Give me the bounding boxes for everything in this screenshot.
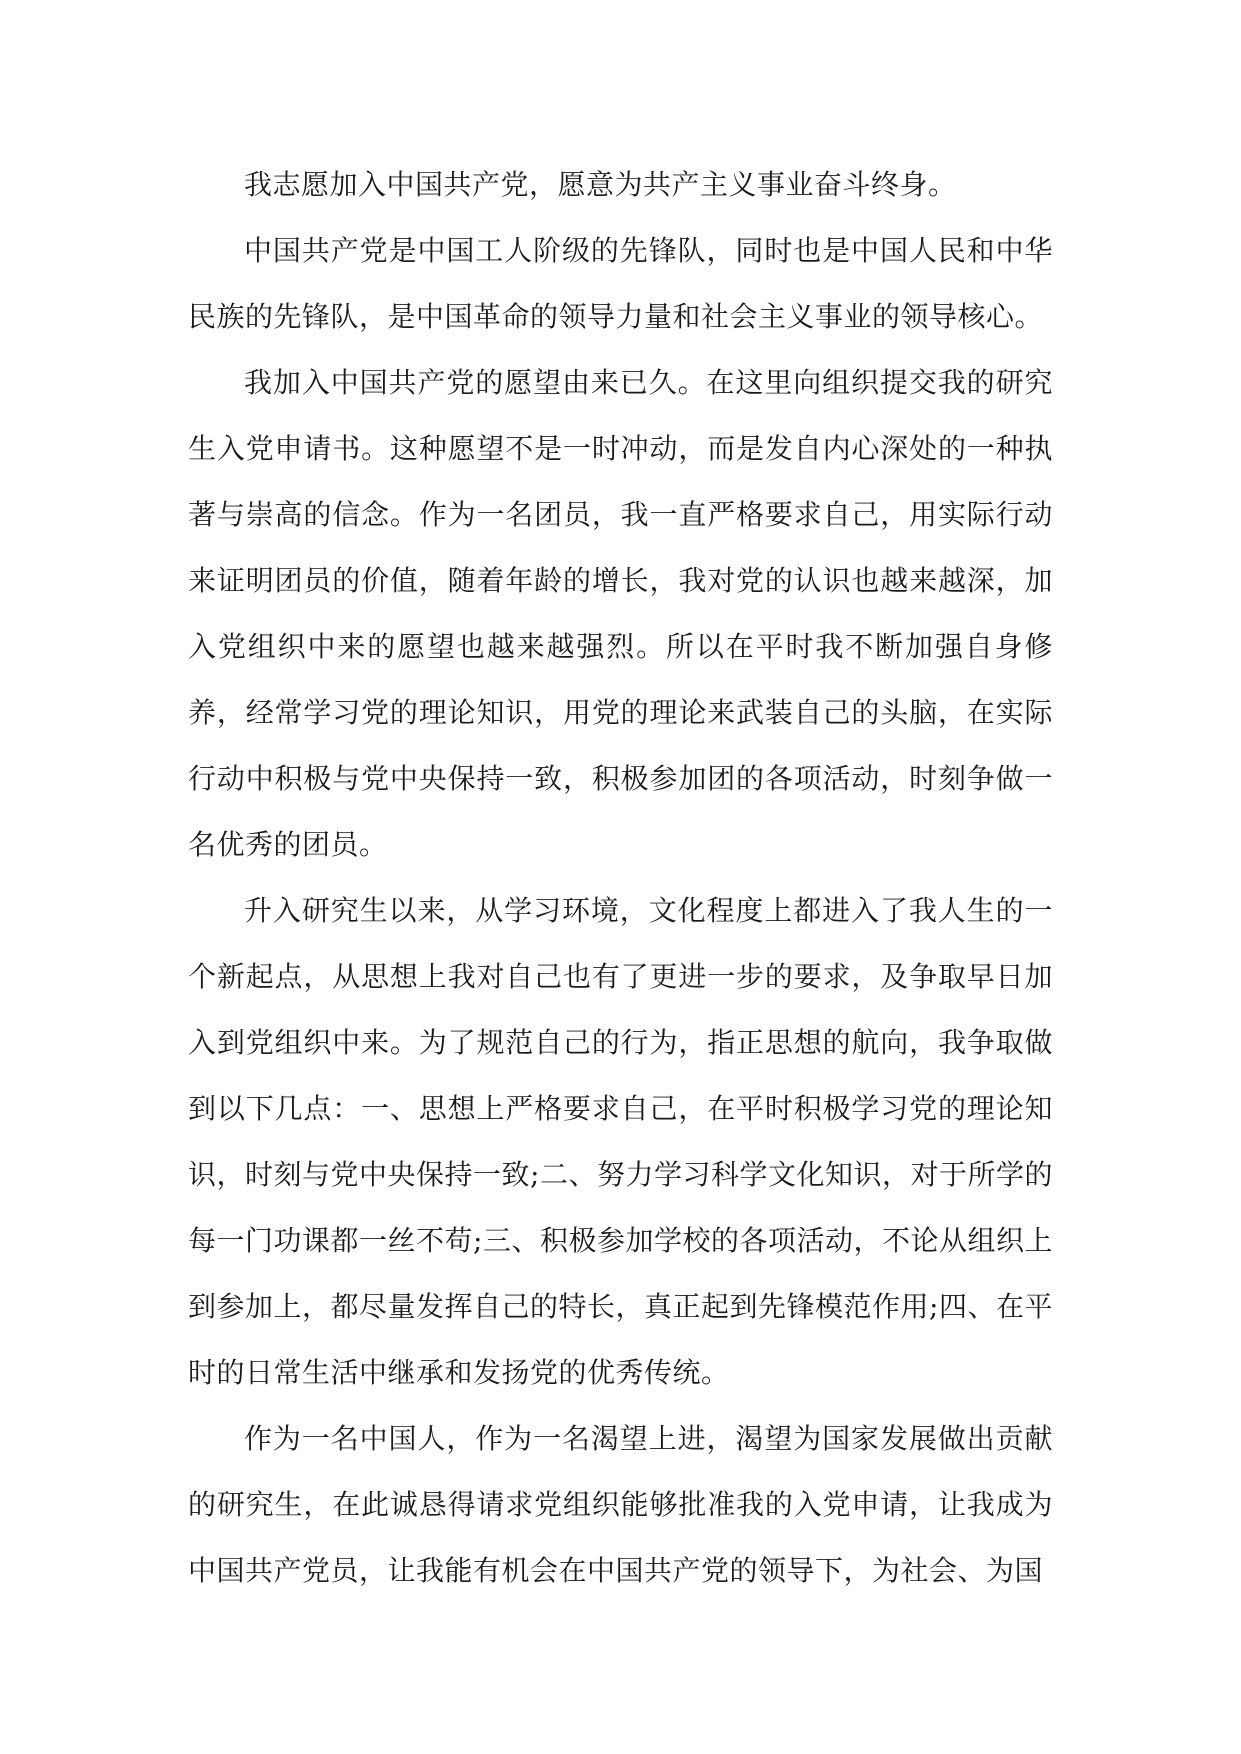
paragraph-2: 中国共产党是中国工人阶级的先锋队，同时也是中国人民和中华民族的先锋队，是中国革命的领导力量和社会主义事业的领导核心。 [188, 234, 1053, 333]
paragraph-3: 我加入中国共产党的愿望由来已久。在这里向组织提交我的研究生入党申请书。这种愿望不是一时冲动，而是发自内心深处的一种执著与崇高的信念。作为一名团员，我一直严格要求自己，用实际行动来证明团员的价值，随着年龄的增长，我对党的认识也越来越深，加入党组织中来的愿望也越来越强烈。所以在平时我不断加强自身修养，经常学习党的理论知识，用党的理论来武装自己的头脑，在实际行动中积极与党中央保持一致，积极参加团的各项活动，时刻争做一名优秀的团员。 [188, 366, 1053, 861]
paragraph-1: 我志愿加入中国共产党，愿意为共产主义事业奋斗终身。 [244, 168, 957, 201]
document-body [188, 152, 1053, 1604]
paragraph-4: 升入研究生以来，从学习环境，文化程度上都进入了我人生的一个新起点，从思想上我对自己也有了更进一步的要求，及争取早日加入到党组织中来。为了规范自己的行为，指正思想的航向，我争取做到以下几点：一、思想上严格要求自己，在平时积极学习党的理论知识，时刻与党中央保持一致;二、努力学习科学文化知识，对于所学的每一门功课都一丝不苟;三、积极参加学校的各项活动，不论从组织上到参加上，都尽量发挥自己的特长，真正起到先锋模范作用;四、在平时的日常生活中继承和发扬党的优秀传统。 [188, 894, 1053, 1389]
paragraph-5: 作为一名中国人，作为一名渴望上进，渴望为国家发展做出贡献的研究生，在此诚恳得请求党组织能够批准我的入党申请，让我成为中国共产党员，让我能有机会在中国共产党的领导下，为社会、为国 [188, 1422, 1053, 1587]
